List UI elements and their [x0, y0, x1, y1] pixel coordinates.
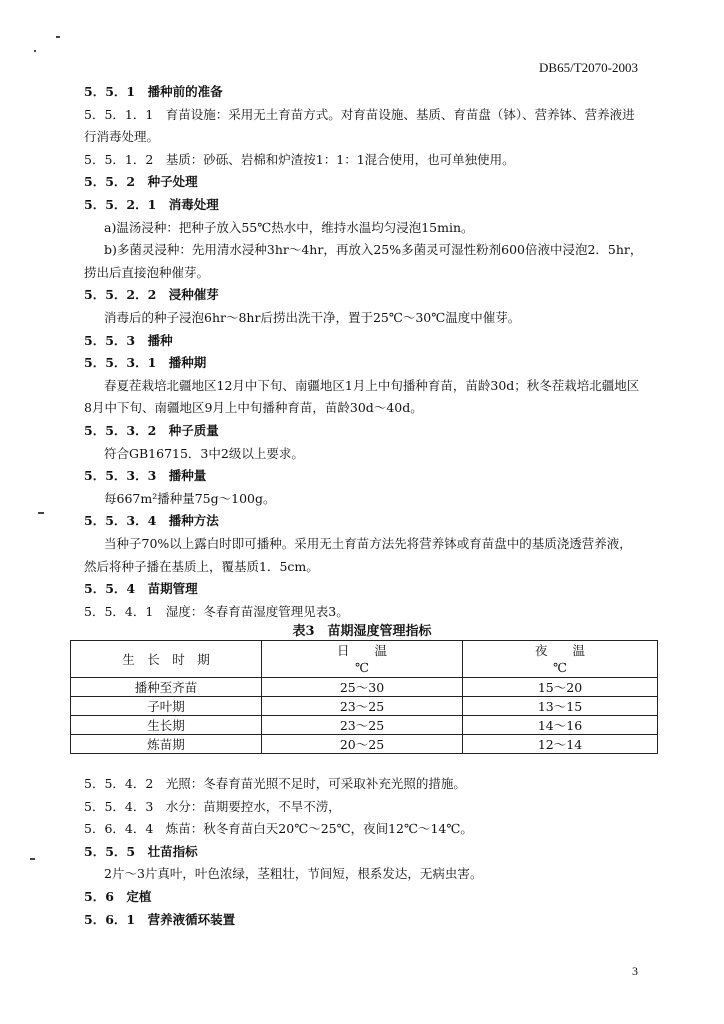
table-header-row [71, 641, 658, 678]
table-row [71, 716, 658, 735]
header-stage: 生 长 时 期 [71, 641, 262, 678]
section-heading: 5．5．2．2 浸种催芽 [84, 287, 219, 303]
section-heading: 5．5．3 播种 [84, 332, 173, 348]
header-day-unit: ℃ [355, 660, 369, 675]
scan-speck [38, 512, 44, 514]
table-row [71, 735, 658, 754]
header-night-unit: ℃ [553, 660, 567, 675]
table-caption: 表3 苗期湿度管理指标 [292, 624, 432, 639]
header-day-label: 日 温 [336, 643, 387, 658]
cell-night: 12～14 [463, 735, 658, 754]
temperature-table [70, 640, 658, 754]
scan-speck [34, 50, 36, 52]
section-heading: 5．5．1 播种前的准备 [84, 84, 223, 99]
paragraph-line: 然后将种子播在基质上，覆基质1．5cm。 [84, 558, 319, 574]
section-heading: 5．5．3．1 播种期 [84, 355, 207, 371]
cell-day: 25～30 [262, 678, 463, 697]
table-row [71, 678, 658, 697]
paragraph-line: 符合GB16715．3中2级以上要求。 [104, 445, 304, 461]
paragraph-line: 8月中下旬、南疆地区9月上中旬播种育苗，苗龄30d～40d。 [84, 400, 423, 416]
cell-day: 23～25 [262, 716, 463, 735]
paragraph-line: 5．5．1．1 育苗设施：采用无土育苗方式。对育苗设施、基质、育苗盘（钵）、营养钵、营养液进 [84, 106, 635, 122]
section-heading: 5．5．4 苗期管理 [84, 581, 198, 597]
cell-night: 14～16 [463, 716, 658, 735]
cell-night: 13～15 [463, 697, 658, 716]
cell-stage: 炼苗期 [71, 735, 262, 754]
paragraph-line: 春夏茬栽培北疆地区12月中下旬、南疆地区1月上中旬播种育苗，苗龄30d；秋冬茬栽培北疆地区 [104, 377, 640, 393]
paragraph-line: 5．5．4．3 水分：苗期要控水，不旱不涝， [84, 798, 341, 814]
page-number: 3 [632, 964, 638, 978]
section-heading: 5．5．3．3 播种量 [84, 468, 207, 484]
standard-code: DB65/T2070-2003 [539, 60, 638, 75]
section-heading: 5．5．5 壮苗指标 [84, 843, 198, 859]
cell-day: 23～25 [262, 697, 463, 716]
section-heading: 5．5．2．1 消毒处理 [84, 197, 219, 212]
paragraph-line: 消毒后的种子浸泡6hr～8hr后捞出洗干净，置于25℃～30℃温度中催芽。 [104, 310, 521, 325]
paragraph-line: 捞出后直接泡种催芽。 [84, 264, 210, 280]
cell-stage: 子叶期 [71, 697, 262, 716]
cell-night: 15～20 [463, 678, 658, 697]
paragraph-line: a)温汤浸种：把种子放入55℃热水中，维持水温均匀浸泡15min。 [104, 219, 474, 235]
header-night-temp [463, 641, 658, 678]
paragraph-line: 每667m²播种量75g～100g。 [104, 490, 276, 506]
section-heading: 5．5．2 种子处理 [84, 174, 198, 190]
paragraph-line: 5．5．4．1 湿度：冬春育苗湿度管理见表3。 [84, 603, 349, 619]
section-heading: 5．5．3．4 播种方法 [84, 513, 219, 529]
paragraph-line: 当种子70%以上露白时即可播种。采用无土育苗方法先将营养钵或育苗盘中的基质浇透营养液， [104, 536, 632, 551]
paragraph-line: 2片～3片真叶，叶色浓绿，茎粗壮，节间短，根系发达，无病虫害。 [104, 866, 483, 882]
section-heading: 5．6 定植 [84, 889, 152, 904]
cell-stage: 播种至齐苗 [71, 678, 262, 697]
paragraph-line: 行消毒处理。 [84, 129, 160, 145]
paragraph-line: 5．6．4．4 炼苗：秋冬育苗白天20℃～25℃，夜间12℃～14℃。 [84, 821, 473, 837]
paragraph-line: 5．5．1．2 基质：砂砾、岩棉和炉渣按1：1：1混合使用，也可单独使用。 [84, 151, 515, 167]
cell-day: 20～25 [262, 735, 463, 754]
paragraph-line: 5．5．4．2 光照：冬春育苗光照不足时，可采取补充光照的措施。 [84, 776, 466, 791]
table-row [71, 697, 658, 716]
header-night-label: 夜 温 [534, 643, 585, 658]
paragraph-line: b)多菌灵浸种：先用清水浸种3hr～4hr，再放入25%多菌灵可湿性粉剂600倍液中浸泡2．5hr， [104, 242, 643, 258]
scan-speck [56, 36, 60, 38]
section-heading: 5．6．1 营养液循环装置 [84, 911, 236, 927]
cell-stage: 生长期 [71, 716, 262, 735]
section-heading: 5．5．3．2 种子质量 [84, 423, 219, 438]
scan-speck [30, 858, 35, 860]
header-day-temp [262, 641, 463, 678]
